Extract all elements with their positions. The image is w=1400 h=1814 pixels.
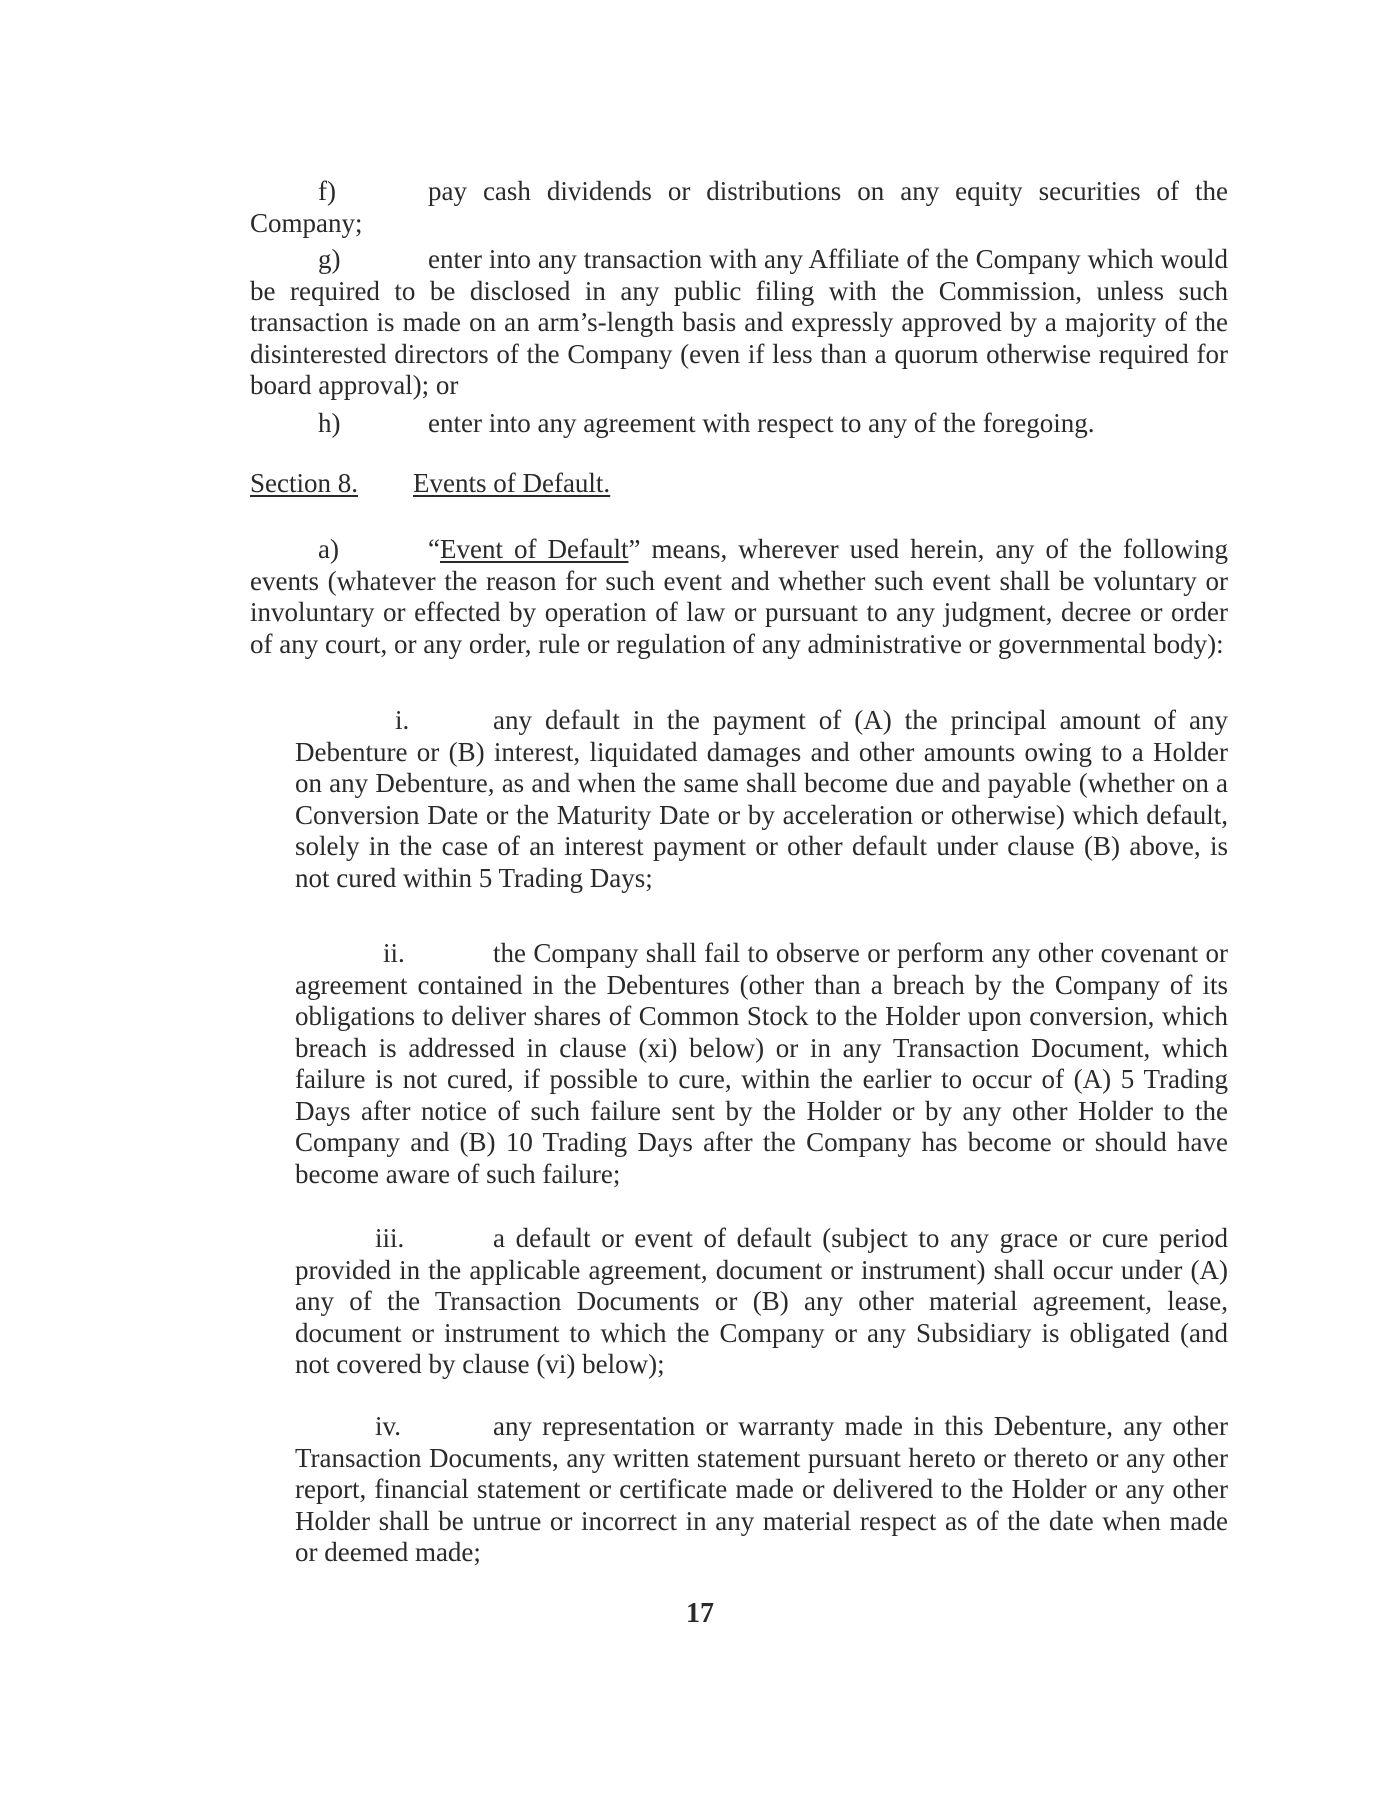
sub-item-label: iii. xyxy=(375,1223,405,1253)
sub-item-ii xyxy=(295,938,1228,1190)
sub-item-i xyxy=(295,705,1228,894)
clause-label: h) xyxy=(318,408,341,438)
sub-item-iv xyxy=(295,1411,1228,1569)
clause-text: be required to be disclosed in any public filing with the Commission, unless such transaction is made on an arm’s-length basis and expressly approved by a majority of the disinterested directors of the Company (even if less than a quorum otherwise required for board approval); or xyxy=(250,275,1228,400)
sub-item-text: agreement contained in the Debentures (other than a breach by the Company of its obligations to deliver shares of Common Stock to the Holder upon conversion, which breach is addressed in clause (xi) below) or in any Transaction Document, which failure is not cured, if possible to cure, within the earlier to occur of (A) 5 Trading Days after notice of such failure sent by the Holder or by any other Holder to the Company and (B) 10 Trading Days after the Company has become or should have become aware of such failure; xyxy=(295,969,1228,1189)
clause-text-first-line: enter into any transaction with any Affiliate of the Company which would xyxy=(428,244,1228,274)
defined-term: Event of Default xyxy=(439,534,629,564)
section-heading xyxy=(250,468,1228,500)
clause-label: g) xyxy=(318,244,341,274)
paragraph-first-line: means, wherever used herein, any of the following xyxy=(640,534,1228,564)
sub-item-first-line: any default in the payment of (A) the principal amount of any xyxy=(493,705,1228,735)
sub-item-first-line: a default or event of default (subject to any grace or cure period xyxy=(493,1223,1228,1253)
paragraph-text: events (whatever the reason for such event and whether such event shall be voluntary or involuntary or effected by operation of law or pursuant to any judgment, decree or order of any court, or any order, rule or regulation of any administrative or governmental body): xyxy=(250,565,1228,659)
section-number: Section 8. xyxy=(250,468,358,498)
sub-item-label: ii. xyxy=(383,938,405,968)
clause-text: enter into any agreement with respect to any of the foregoing. xyxy=(428,408,1095,438)
sub-item-text: Transaction Documents, any written statement pursuant hereto or thereto or any other report, financial statement or certificate made or delivered to the Holder or any other Holder shall be untrue or incorrect in any material respect as of the date when made or deemed made; xyxy=(295,1442,1228,1567)
sub-item-label: i. xyxy=(395,705,410,735)
paragraph-label: a) xyxy=(318,534,339,564)
open-quote: “ xyxy=(428,534,440,564)
sub-item-label: iv. xyxy=(375,1411,401,1441)
sub-item-text: Debenture or (B) interest, liquidated damages and other amounts owing to a Holder on any Debenture, as and when the same shall become due and payable (whether on a Conversion Date or the Maturity Date or by acceleration or otherwise) which default, solely in the case of an interest payment or other default under clause (B) above, is not cured within 5 Trading Days; xyxy=(295,736,1228,893)
clause-h xyxy=(250,408,1228,440)
clause-label: f) xyxy=(318,176,336,206)
paragraph-a xyxy=(250,534,1228,660)
sub-item-first-line: any representation or warranty made in this Debenture, any other xyxy=(493,1411,1228,1441)
sub-item-iii xyxy=(295,1223,1228,1381)
clause-g xyxy=(250,244,1228,402)
sub-item-text: provided in the applicable agreement, document or instrument) shall occur under (A) any of the Transaction Documents or (B) any other material agreement, lease, document or instrument to which the Company or any Subsidiary is obligated (and not covered by clause (vi) below); xyxy=(295,1254,1228,1379)
sub-item-first-line: the Company shall fail to observe or perform any other covenant or xyxy=(493,938,1228,968)
clause-f xyxy=(250,176,1228,239)
section-title: Events of Default. xyxy=(413,468,611,498)
page-number: 17 xyxy=(686,1598,714,1629)
close-quote: ” xyxy=(628,534,641,564)
clause-text: pay cash dividends or distributions on any equity securities of the Company; xyxy=(250,176,1228,238)
